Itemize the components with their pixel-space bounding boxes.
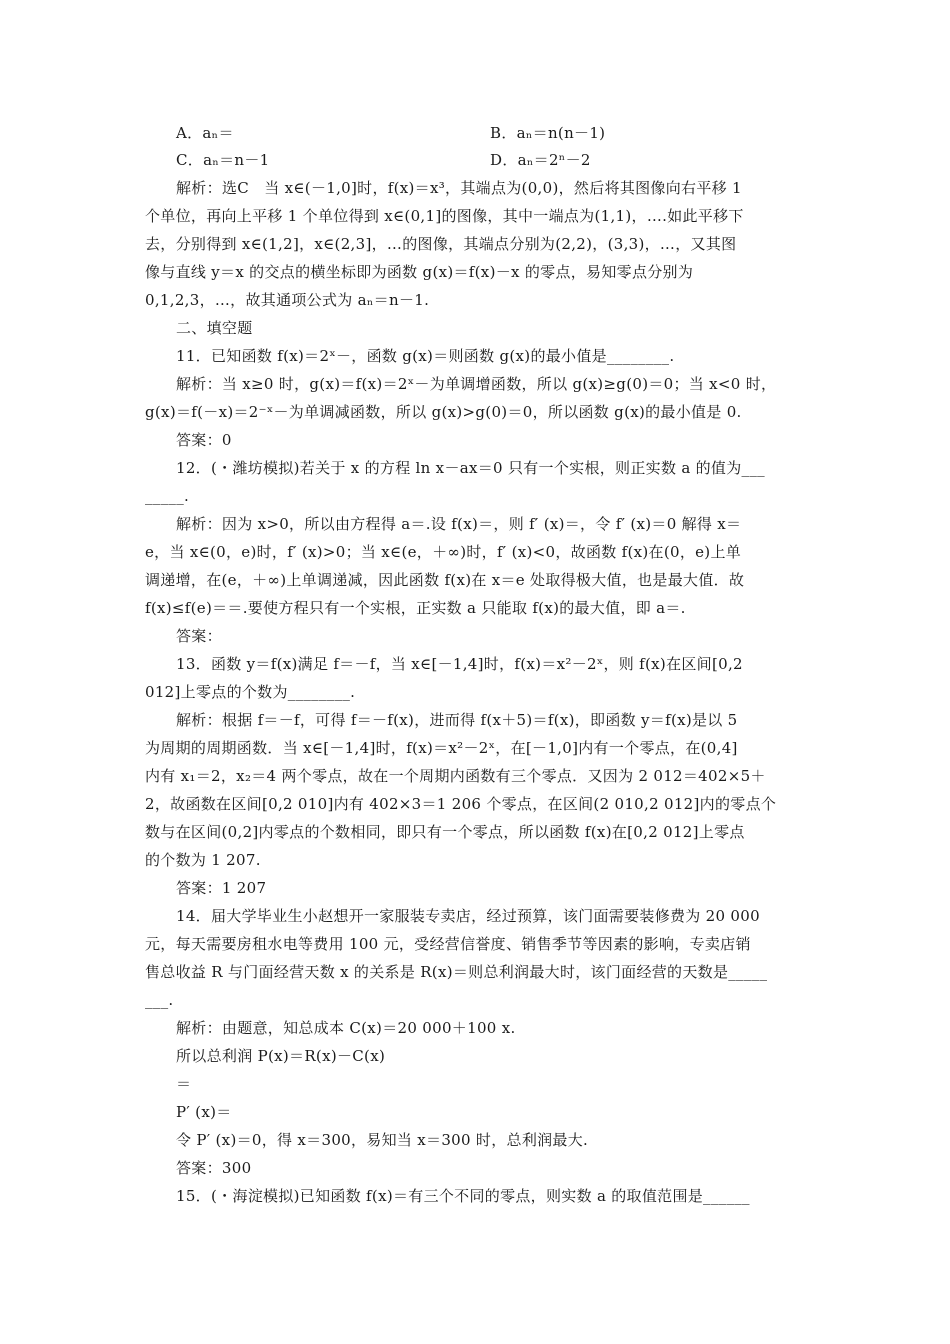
option-b: B．aₙ＝n(n－1) (490, 124, 606, 142)
q10-analysis-line: 0,1,2,3，…，故其通项公式为 aₙ＝n－1. (145, 291, 430, 309)
q12-question-line: _____. (145, 487, 190, 505)
option-d: D．aₙ＝2ⁿ－2 (490, 151, 591, 169)
q14-question-line: 元，每天需要房租水电等费用 100 元，受经营信誉度、销售季节等因素的影响，专卖店销 (145, 935, 751, 953)
q12-analysis-line: 解析：因为 x>0，所以由方程得 a＝.设 f(x)＝，则 f′ (x)＝，令 f′ (x)＝0 解得 x＝ (176, 515, 742, 533)
q12-question-line: 12．(・潍坊模拟)若关于 x 的方程 ln x－ax＝0 只有一个实根，则正实数 a 的值为___ (176, 459, 765, 477)
q10-analysis-line: 个单位，再向上平移 1 个单位得到 x∈(0,1]的图像，其中一端点为(1,1)，….如此平移下 (145, 207, 744, 225)
option-a: A．aₙ＝ (176, 124, 234, 142)
q11-answer: 答案：0 (176, 431, 232, 449)
q14-question-line: 售总收益 R 与门面经营天数 x 的关系是 R(x)＝则总利润最大时，该门面经营的天数是_____ (145, 963, 768, 981)
q10-analysis-line: 像与直线 y＝x 的交点的横坐标即为函数 g(x)＝f(x)－x 的零点，易知零点分别为 (145, 263, 694, 281)
q14-question-line: ___. (145, 991, 174, 1009)
q13-analysis-line: 解析：根据 f＝－f，可得 f＝－f(x)，进而得 f(x＋5)＝f(x)，即函数 y＝f(x)是以 5 (176, 711, 738, 729)
q14-analysis-line: P′ (x)＝ (176, 1103, 232, 1121)
q13-question-line: 13．函数 y＝f(x)满足 f＝－f，当 x∈[－1,4]时，f(x)＝x²－2ˣ，则 f(x)在区间[0,2 (176, 655, 743, 673)
q13-analysis-line: 的个数为 1 207. (145, 851, 261, 869)
q12-analysis-line: f(x)≤f(e)＝＝.要使方程只有一个实根，正实数 a 只能取 f(x)的最大值，即 a＝. (145, 599, 686, 617)
q13-question-line: 012]上零点的个数为________. (145, 683, 356, 701)
q11-analysis-line: 解析：当 x≥0 时，g(x)＝f(x)＝2ˣ－为单调增函数，所以 g(x)≥g(0)＝0；当 x<0 时， (176, 375, 777, 393)
q11-question: 11．已知函数 f(x)＝2ˣ－，函数 g(x)＝则函数 g(x)的最小值是________. (176, 347, 675, 365)
q13-analysis-line: 2，故函数在区间[0,2 010]内有 402×3＝1 206 个零点，在区间(2 010,2 012]内的零点个 (145, 795, 777, 813)
q10-analysis-line: 解析：选C 当 x∈(－1,0]时，f(x)＝x³，其端点为(0,0)，然后将其图像向右平移 1 (176, 179, 742, 197)
q14-analysis-line: 解析：由题意，知总成本 C(x)＝20 000＋100 x. (176, 1019, 516, 1037)
option-c: C．aₙ＝n－1 (176, 151, 270, 169)
q12-answer: 答案： (176, 627, 222, 645)
section-title: 二、填空题 (176, 319, 253, 337)
q14-analysis-line: ＝ (176, 1075, 192, 1093)
q14-analysis-line: 所以总利润 P(x)＝R(x)－C(x) (176, 1047, 386, 1065)
q12-analysis-line: 调递增，在(e，＋∞)上单调递减，因此函数 f(x)在 x＝e 处取得极大值，也是最大值．故 (145, 571, 745, 589)
q14-analysis-line: 令 P′ (x)＝0，得 x＝300，易知当 x＝300 时，总利润最大. (176, 1131, 589, 1149)
q10-analysis-line: 去，分别得到 x∈(1,2]，x∈(2,3]，…的图像，其端点分别为(2,2)，(3,3)，…，又其图 (145, 235, 737, 253)
q14-question-line: 14．届大学毕业生小赵想开一家服装专卖店，经过预算，该门面需要装修费为 20 000 (176, 907, 760, 925)
q14-answer: 答案：300 (176, 1159, 252, 1177)
q12-analysis-line: e，当 x∈(0，e)时，f′ (x)>0；当 x∈(e，＋∞)时，f′ (x)<0，故函数 f(x)在(0，e)上单 (145, 543, 742, 561)
q13-answer: 答案：1 207 (176, 879, 267, 897)
q11-analysis-line: g(x)＝f(－x)＝2⁻ˣ－为单调减函数，所以 g(x)>g(0)＝0，所以函数 g(x)的最小值是 0. (145, 403, 742, 421)
q15-question: 15．(・海淀模拟)已知函数 f(x)＝有三个不同的零点，则实数 a 的取值范围是______ (176, 1187, 750, 1205)
q13-analysis-line: 内有 x₁＝2，x₂＝4 两个零点，故在一个周期内函数有三个零点．又因为 2 012＝402×5＋ (145, 767, 766, 785)
q13-analysis-line: 为周期的周期函数．当 x∈[－1,4]时，f(x)＝x²－2ˣ，在[－1,0]内有一个零点，在(0,4] (145, 739, 738, 757)
q13-analysis-line: 数与在区间(0,2]内零点的个数相同，即只有一个零点，所以函数 f(x)在[0,2 012]上零点 (145, 823, 745, 841)
